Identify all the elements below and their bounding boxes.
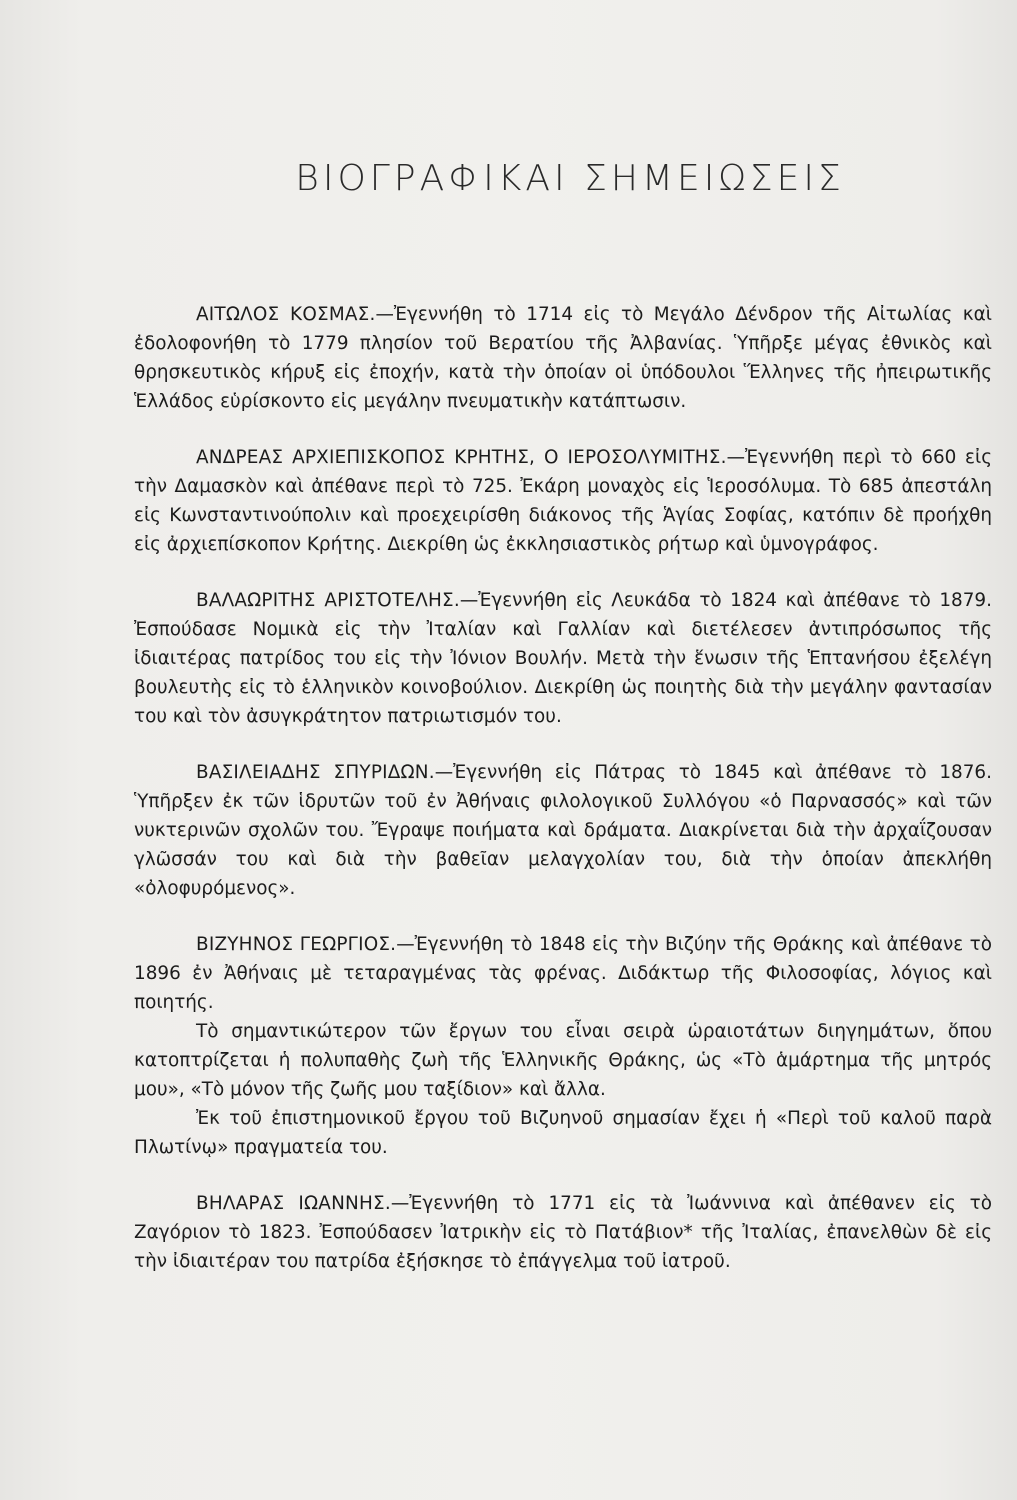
entry-text: —Ἐγεννήθη εἰς Πάτρας τὸ 1845 καὶ ἀπέθανε τὸ 1876. Ὑπῆρξεν ἐκ τῶν ἱδρυτῶν τοῦ ἐν Ἀθήναις φιλολογικοῦ Συλλόγου «ὁ Παρνασσός» καὶ τῶν νυκτερινῶν σχολῶν του. Ἔγραψε ποιήματα καὶ δράματα. Διακρίνεται διὰ τὴν ἀρχαΐζουσαν γλῶσσάν του καὶ διὰ τὴν βαθεῖαν μελαγχολίαν του, διὰ τὴν ὁποίαν ἀπεκλήθη «ὀλοφυρόμενος». — [134, 762, 992, 899]
entry-text: —Ἐγεννήθη τὸ 1848 εἰς τὴν Βιζύην τῆς Θράκης καὶ ἀπέθανε τὸ 1896 ἐν Ἀθήναις μὲ τεταραγμένας τὰς φρένας. Διδάκτωρ τῆς Φιλοσοφίας, λόγιος καὶ ποιητής. — [134, 934, 992, 1013]
entry-paragraph: Τὸ σημαντικώτερον τῶν ἔργων του εἶναι σειρὰ ὡραιοτάτων διηγημάτων, ὅπου κατοπτρίζεται ἡ πολυπαθὴς ζωὴ τῆς Ἑλληνικῆς Θράκης, ὡς «Τὸ ἁμάρτημα τῆς μητρός μου», «Τὸ μόνον τῆς ζωῆς μου ταξίδιον» καὶ ἄλλα. — [134, 1021, 992, 1100]
entry-paragraph — [134, 443, 992, 559]
entry-text: —Ἐγεννήθη τὸ 1771 εἰς τὰ Ἰωάννινα καὶ ἀπέθανεν εἰς τὸ Ζαγόριον τὸ 1823. Ἐσπούδασεν Ἰατρικὴν εἰς τὸ Πατάβιον* τῆς Ἰταλίας, ἐπανελθὼν δὲ εἰς τὴν ἰδιαιτέραν του πατρίδα ἐξήσκησε τὸ ἐπάγγελμα τοῦ ἰατροῦ. — [134, 1193, 992, 1272]
entry-name: ΑΙΤΩΛΟΣ ΚΟΣΜΑΣ. — [196, 304, 376, 325]
entry-text: —Ἐγεννήθη περὶ τὸ 660 εἰς τὴν Δαμασκὸν καὶ ἀπέθανε περὶ τὸ 725. Ἐκάρη μοναχὸς εἰς Ἱεροσόλυμα. Τὸ 685 ἀπεστάλη εἰς Κωνσταντινούπολιν καὶ προεχειρίσθη διάκονος τῆς Ἁγίας Σοφίας, κατόπιν δὲ προήχθη εἰς ἀρχιεπίσκοπον Κρήτης. Διεκρίθη ὡς ἐκκλησιαστικὸς ρήτωρ καὶ ὑμνογράφος. — [134, 447, 992, 555]
entry-name: ΒΑΣΙΛΕΙΑΔΗΣ ΣΠΥΡΙΔΩΝ. — [196, 762, 435, 783]
entry-name: ΒΙΖΥΗΝΟΣ ΓΕΩΡΓΙΟΣ. — [196, 934, 397, 955]
entry-paragraph — [134, 1189, 992, 1276]
entry-vasileiadis — [134, 758, 992, 903]
entry-paragraph — [134, 758, 992, 903]
entry-paragraph — [134, 586, 992, 731]
entry-aitolos — [134, 300, 992, 416]
entry-vizyinos — [134, 930, 992, 1162]
biography-entries — [134, 300, 992, 1303]
entry-andreas — [134, 443, 992, 559]
entry-paragraph: Ἐκ τοῦ ἐπιστημονικοῦ ἔργου τοῦ Βιζυηνοῦ σημασίαν ἔχει ἡ «Περὶ τοῦ καλοῦ παρὰ Πλωτίνῳ» πραγματεία του. — [134, 1108, 992, 1158]
entry-text: —Ἐγεννήθη τὸ 1714 εἰς τὸ Μεγάλο Δένδρον τῆς Αἰτωλίας καὶ ἐδολοφονήθη τὸ 1779 πλησίον τοῦ Βερατίου τῆς Ἀλβανίας. Ὑπῆρξε μέγας ἐθνικὸς καὶ θρησκευτικὸς κήρυξ εἰς ἐποχήν, κατὰ τὴν ὁποίαν οἱ ὑπόδουλοι Ἕλληνες τῆς ἠπειρωτικῆς Ἑλλάδος εὑρίσκοντο εἰς μεγάλην πνευματικὴν κατάπτωσιν. — [134, 304, 992, 412]
entry-vilaras — [134, 1189, 992, 1276]
entry-name: ΑΝΔΡΕΑΣ ΑΡΧΙΕΠΙΣΚΟΠΟΣ ΚΡΗΤΗΣ, Ο ΙΕΡΟΣΟΛΥΜΙΤΗΣ. — [196, 447, 727, 468]
entry-paragraph — [134, 300, 992, 416]
entry-name: ΒΗΛΑΡΑΣ ΙΩΑΝΝΗΣ. — [196, 1193, 391, 1214]
entry-valaoritis — [134, 586, 992, 731]
entry-text: —Ἐγεννήθη εἰς Λευκάδα τὸ 1824 καὶ ἀπέθανε τὸ 1879. Ἐσπούδασε Νομικὰ εἰς τὴν Ἰταλίαν καὶ Γαλλίαν καὶ διετέλεσεν ἀντιπρόσωπος τῆς ἰδιαιτέρας πατρίδος του εἰς τὴν Ἰόνιον Βουλήν. Μετὰ τὴν ἕνωσιν τῆς Ἑπτανήσου ἐξελέγη βουλευτὴς εἰς τὸ ἑλληνικὸν κοινοβούλιον. Διεκρίθη ὡς ποιητὴς διὰ τὴν μεγάλην φαντασίαν του καὶ τὸν ἀσυγκράτητον πατριωτισμόν του. — [134, 590, 992, 727]
entry-paragraph — [134, 930, 992, 1017]
page-title: ΒΙΟΓΡΑΦΙΚΑΙ ΣΗΜΕΙΩΣΕΙΣ — [295, 158, 845, 199]
entry-name: ΒΑΛΑΩΡΙΤΗΣ ΑΡΙΣΤΟΤΕΛΗΣ. — [196, 590, 460, 611]
